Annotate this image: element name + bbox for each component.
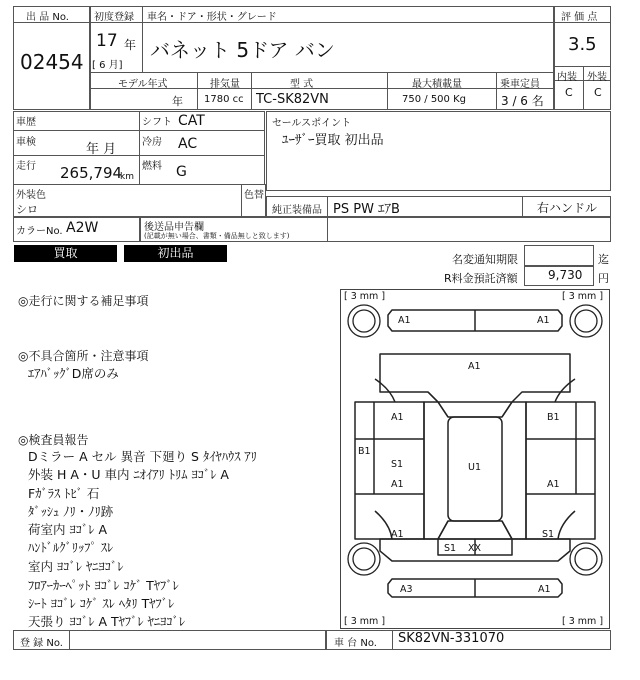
corner-label-tl: [ 3 mm ] xyxy=(344,291,386,302)
mark-left-front-door: B1 xyxy=(358,446,371,457)
mark-right-front-fender: B1 xyxy=(547,412,560,423)
mark-left-rear: A1 xyxy=(391,529,404,540)
model-year-unit: 年 xyxy=(172,95,183,108)
equipment-value: PS PW ｴｱB xyxy=(333,202,400,217)
displacement-label: 排気量 xyxy=(210,79,240,90)
driving-notes-heading: ◎走行に関する補足事項 xyxy=(18,294,149,308)
max-load-value: 750 / 500 Kg xyxy=(402,94,466,105)
recycle-fee-label: R料金預託済額 xyxy=(444,272,518,285)
defect-line: ｴｱﾊﾞｯｸﾞD席のみ xyxy=(28,366,119,381)
mileage-label: 走行 xyxy=(16,161,36,172)
rating-score: 3.5 xyxy=(568,34,597,55)
first-registration-label: 初度登録 xyxy=(94,12,134,23)
mark-front-bumper-right: A1 xyxy=(537,315,550,326)
mark-rear-left: S1 xyxy=(444,543,457,554)
recycle-fee-unit: 円 xyxy=(598,272,609,285)
mark-rear-right: XX xyxy=(468,543,482,554)
mileage-unit: km xyxy=(120,172,134,182)
lot-number: 02454 xyxy=(20,50,84,74)
lot-number-label: 出 品 No. xyxy=(26,12,69,23)
mark-left-mid-upper: S1 xyxy=(391,459,404,470)
inspection-value: 年 月 xyxy=(86,142,117,157)
corner-label-bl: [ 3 mm ] xyxy=(344,616,386,627)
name-change-label: 名変通知期限 xyxy=(452,253,518,266)
exterior-label: 外装 xyxy=(587,72,607,83)
ext-color-value: シロ xyxy=(16,203,38,216)
type-value: TC-SK82VN xyxy=(256,92,329,107)
history-label: 車歴 xyxy=(16,117,36,128)
model-year-label: モデル年式 xyxy=(118,79,168,90)
fuel-label: 燃料 xyxy=(142,161,162,172)
shift-label: シフト xyxy=(142,117,172,128)
interior-grade: C xyxy=(565,86,573,99)
inspector-line: ﾀﾞｯｼｭ ﾉﾘ・ﾉﾘ跡 xyxy=(28,504,114,519)
corner-label-tr: [ 3 mm ] xyxy=(562,291,604,302)
ac-value: AC xyxy=(178,136,198,152)
mileage-value: 265,794 xyxy=(60,164,123,182)
repaint-label: 色替 xyxy=(244,190,264,201)
mark-front-bumper-left: A1 xyxy=(398,315,411,326)
chassis-no-value: SK82VN-331070 xyxy=(398,631,505,646)
mark-right-rear: S1 xyxy=(542,529,555,540)
capacity-label: 乗車定員 xyxy=(500,79,540,90)
mark-hood: A1 xyxy=(468,361,481,372)
corner-label-br: [ 3 mm ] xyxy=(562,616,604,627)
rating-label: 評 価 点 xyxy=(561,12,598,23)
sales-point-text: ﾕｰｻﾞｰ買取 初出品 xyxy=(282,133,384,148)
color-no-label: カラーNo. xyxy=(16,226,63,237)
car-name-label: 車名・ドア・形状・グレード xyxy=(147,12,277,23)
purchase-badge: 買取 xyxy=(14,245,117,262)
recycle-fee-value: 9,730 xyxy=(548,268,583,282)
left-side-shape xyxy=(355,402,424,539)
year-unit: 年 xyxy=(124,38,137,52)
displacement-value: 1780 cc xyxy=(204,94,244,105)
mark-right-mid: A1 xyxy=(547,479,560,490)
name-change-unit: 迄 xyxy=(598,253,609,266)
first-registration-year: 17 xyxy=(96,31,118,51)
shift-value: CAT xyxy=(178,113,205,129)
type-label: 型 式 xyxy=(290,79,314,90)
fuel-value: G xyxy=(176,164,187,180)
exterior-grade: C xyxy=(594,86,602,99)
car-name: バネット 5ドア バン xyxy=(150,38,335,62)
inspector-heading: ◎検査員報告 xyxy=(18,433,89,447)
tire-front-left-inner xyxy=(353,310,375,332)
mark-left-mid-lower: A1 xyxy=(391,479,404,490)
post-doc-note: (記載が無い場合、書類・備品無しと致します) xyxy=(144,232,290,240)
inspection-label: 車検 xyxy=(16,137,36,148)
inspector-line: Dミラー A セル 異音 下廻り S ﾀｲﾔﾊｳｽ ｱﾘ xyxy=(28,449,257,464)
mark-rear-bumper-right: A1 xyxy=(538,584,551,595)
inspector-line: 荷室内 ﾖｺﾞﾚ A xyxy=(28,522,107,537)
post-doc-label: 後送品申告欄 xyxy=(144,222,204,233)
tire-rear-right-inner xyxy=(575,548,597,570)
inspector-line: ｼｰﾄ ﾖｺﾞﾚ ｺｹﾞ ｽﾚ ﾍﾀﾘ Tﾔﾌﾞﾚ xyxy=(28,596,175,611)
defects-heading: ◎不具合箇所・注意事項 xyxy=(18,349,149,363)
inspector-line: ﾌﾛｱｰｶｰﾍﾟｯﾄ ﾖｺﾞﾚ ｺｹﾞ Tﾔﾌﾞﾚ xyxy=(28,578,179,593)
inspector-line: Fｶﾞﾗｽ ﾄﾋﾞ 石 xyxy=(28,486,100,501)
tire-front-right-inner xyxy=(575,310,597,332)
interior-label: 内装 xyxy=(557,72,577,83)
color-no-value: A2W xyxy=(66,220,99,236)
steering-value: 右ハンドル xyxy=(537,201,598,215)
mark-rear-bumper-left: A3 xyxy=(400,584,413,595)
sales-point-label: セールスポイント xyxy=(272,118,352,129)
inspector-line: 天張り ﾖｺﾞﾚ A Tﾔﾌﾞﾚ ﾔﾆﾖｺﾞﾚ xyxy=(28,614,186,629)
right-side-shape xyxy=(526,402,595,539)
ext-color-box xyxy=(13,184,266,217)
first-listing-badge: 初出品 xyxy=(124,245,227,262)
vehicle-damage-map xyxy=(340,289,610,629)
tire-rear-left-inner xyxy=(353,548,375,570)
mark-roof: U1 xyxy=(468,462,481,473)
name-change-box xyxy=(524,245,594,266)
capacity-value: 3 / 6 名 xyxy=(501,94,544,108)
first-registration-month: [ 6 月] xyxy=(92,60,123,71)
ext-color-label: 外装色 xyxy=(16,190,46,201)
inspector-line: ﾊﾝﾄﾞﾙｸﾞﾘｯﾌﾟ ｽﾚ xyxy=(28,540,114,555)
max-load-label: 最大積載量 xyxy=(412,79,462,90)
equipment-label: 純正装備品 xyxy=(272,205,322,216)
mark-left-front-fender: A1 xyxy=(391,412,404,423)
chassis-no-label: 車 台 No. xyxy=(334,638,377,649)
registration-no-label: 登 録 No. xyxy=(20,638,63,649)
inspector-line: 外装 H A・U 車内 ﾆｵｲｱﾘ ﾄﾘﾑ ﾖｺﾞﾚ A xyxy=(28,467,229,482)
ac-label: 冷房 xyxy=(142,137,162,148)
inspector-line: 室内 ﾖｺﾞﾚ ﾔﾆﾖｺﾞﾚ xyxy=(28,559,124,574)
